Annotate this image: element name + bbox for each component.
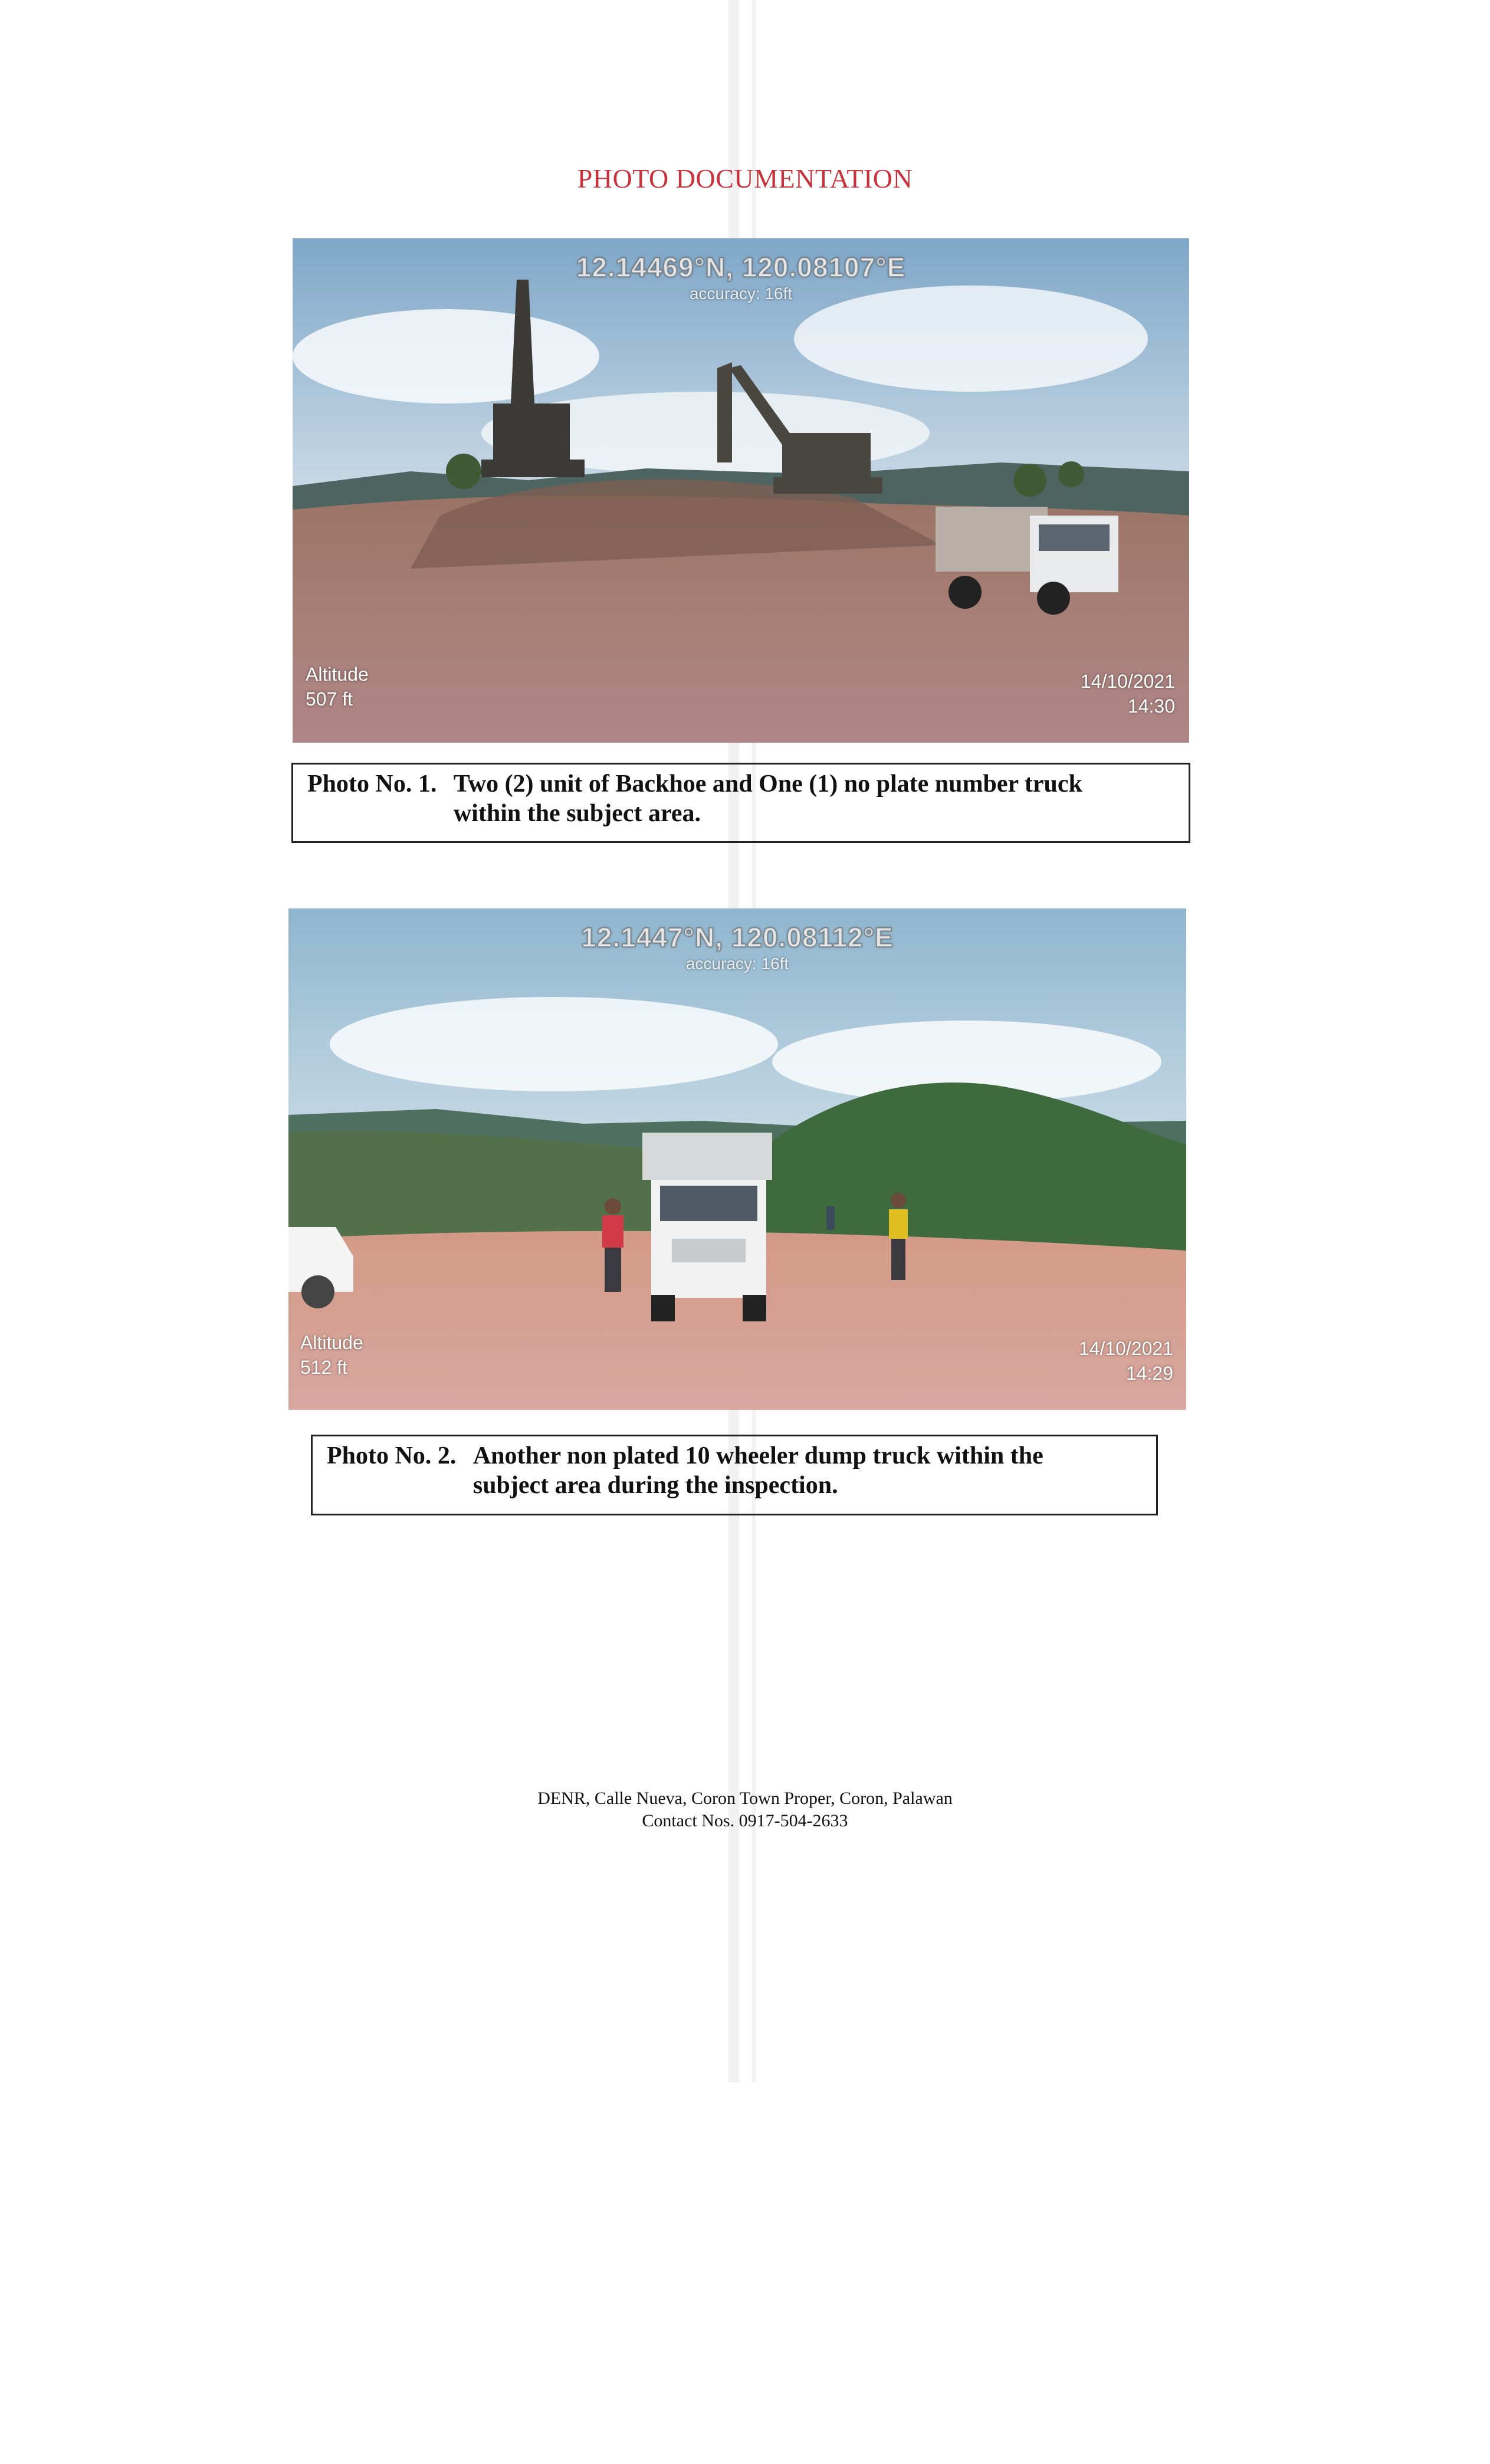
page-footer	[0, 1787, 1490, 1832]
photo-time: 14:30	[1127, 695, 1175, 717]
photo-2-scene	[288, 908, 1186, 1410]
altitude-label: Altitude	[300, 1332, 363, 1353]
gps-accuracy: accuracy: 16ft	[685, 954, 789, 973]
footer-contact: Contact Nos. 0917-504-2633	[642, 1811, 848, 1830]
photo-2-altitude	[300, 1330, 363, 1380]
gps-coordinates: 12.14469°N, 120.08107°E	[576, 252, 906, 283]
photo-1-altitude	[306, 662, 369, 711]
photo-2-caption	[311, 1435, 1158, 1515]
photo-date: 14/10/2021	[1080, 671, 1175, 692]
caption-number: Photo No. 1.	[307, 770, 437, 798]
caption-line-2: within the subject area.	[453, 800, 701, 827]
footer-address: DENR, Calle Nueva, Coron Town Proper, Coron, Palawan	[537, 1789, 953, 1808]
photo-2-gps-overlay	[288, 921, 1186, 973]
gps-accuracy: accuracy: 16ft	[689, 284, 793, 303]
photo-2	[288, 908, 1186, 1410]
caption-text	[454, 769, 1082, 828]
caption-text	[473, 1441, 1043, 1500]
photo-1-timestamp	[1081, 669, 1175, 718]
page-title: PHOTO DOCUMENTATION	[577, 163, 913, 193]
photo-1-scene	[293, 238, 1189, 743]
photo-time: 14:29	[1125, 1363, 1173, 1384]
photo-1-gps-overlay	[293, 251, 1189, 303]
caption-line-1: Another non plated 10 wheeler dump truck within the	[472, 1442, 1043, 1469]
gps-coordinates: 12.1447°N, 120.08112°E	[581, 922, 894, 953]
photo-1	[293, 238, 1189, 743]
photo-1-caption	[291, 763, 1190, 843]
caption-number: Photo No. 2.	[327, 1442, 457, 1469]
photo-date: 14/10/2021	[1078, 1338, 1173, 1359]
altitude-value: 512 ft	[300, 1357, 348, 1378]
photo-2-timestamp	[1079, 1336, 1173, 1386]
altitude-label: Altitude	[306, 664, 369, 685]
altitude-value: 507 ft	[306, 688, 353, 710]
caption-line-1: Two (2) unit of Backhoe and One (1) no plate number truck	[453, 770, 1082, 798]
caption-line-2: subject area during the inspection.	[472, 1472, 838, 1499]
